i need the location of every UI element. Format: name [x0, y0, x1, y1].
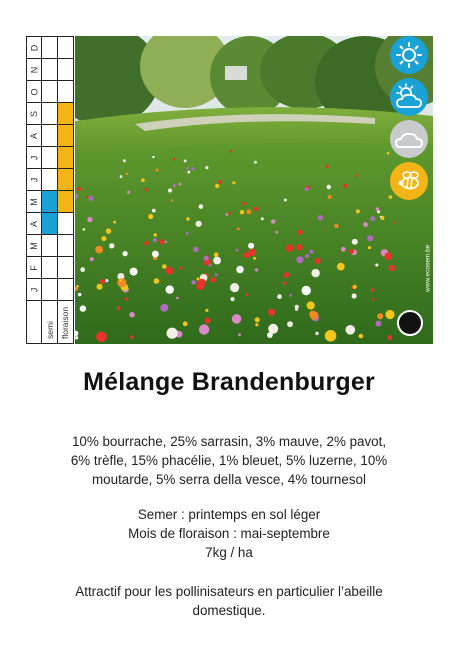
flower-dot: [165, 241, 167, 243]
semi-cell: [42, 59, 57, 80]
flower-dot: [152, 156, 154, 158]
flower-dot: [230, 297, 234, 301]
flower-dot: [183, 321, 188, 326]
website-url: www.ecosem.be: [424, 244, 431, 292]
flower-dot: [130, 335, 134, 339]
floraison-cell: [58, 279, 73, 300]
flower-dot: [105, 279, 108, 282]
flower-dot: [284, 272, 290, 278]
flower-dot: [191, 280, 196, 285]
semi-cell-filled: [42, 191, 57, 212]
legend-floraison: floraison: [60, 306, 71, 339]
flower-dot: [215, 184, 219, 188]
flower-dot: [117, 307, 121, 311]
calendar-row-sep: [27, 103, 73, 125]
calendar-row-dec: [27, 37, 73, 59]
flower-dot: [95, 246, 103, 254]
flower-dot: [302, 286, 311, 295]
flower-dot: [215, 273, 218, 276]
flower-dot: [205, 309, 208, 312]
flower-dot: [125, 298, 128, 301]
flower-dot: [78, 293, 81, 296]
month-label: M: [27, 191, 42, 212]
flower-dot: [254, 207, 258, 211]
flower-dot: [166, 267, 174, 275]
flower-dot: [370, 216, 375, 221]
flower-dot: [228, 212, 231, 215]
semi-cell: [42, 125, 57, 146]
flower-dot: [186, 232, 189, 235]
calendar-row-mar: [27, 235, 73, 257]
flower-dot: [236, 249, 239, 252]
flower-dot: [89, 196, 94, 201]
semi-cell-filled: [42, 213, 57, 234]
flower-dot: [117, 278, 126, 287]
composition-line: moutarde, 5% serra della vesce, 4% tournesol: [92, 472, 366, 487]
weather-icons: [387, 36, 431, 200]
flower-dot: [232, 181, 235, 184]
flower-dot: [243, 252, 249, 258]
flower-dot: [167, 328, 178, 339]
flower-dot: [255, 323, 258, 326]
flower-dot: [236, 266, 243, 273]
flower-dot: [152, 209, 156, 213]
flower-dot: [349, 249, 354, 254]
flower-dot: [248, 243, 254, 249]
calendar-row-apr: [27, 213, 73, 235]
floraison-cell: [58, 257, 73, 278]
floraison-cell-filled: [58, 125, 73, 146]
flower-dot: [199, 324, 209, 334]
flower-dot: [90, 257, 94, 261]
semi-cell: [42, 257, 57, 278]
flower-dot: [346, 325, 356, 335]
floraison-cell-filled: [58, 103, 73, 124]
flower-dot: [283, 282, 287, 286]
flower-dot: [205, 166, 208, 169]
composition-text: [40, 432, 418, 489]
flower-dot: [148, 214, 153, 219]
flower-dot: [77, 187, 81, 191]
flower-dot: [225, 213, 228, 216]
flower-dot: [213, 257, 221, 265]
month-label: N: [27, 59, 42, 80]
flower-dot: [168, 189, 172, 193]
cloud-icon: [390, 120, 428, 158]
flower-dot: [315, 332, 318, 335]
semi-cell: [42, 81, 57, 102]
flower-dot: [393, 221, 395, 223]
dosage-line: 7kg / ha: [205, 545, 253, 560]
flower-dot: [311, 269, 319, 277]
flower-dot: [171, 199, 173, 201]
flower-dot: [368, 246, 371, 249]
flower-dot: [352, 293, 357, 298]
flower-dot: [267, 332, 273, 338]
flower-dot: [119, 279, 122, 282]
flower-dot: [289, 294, 292, 297]
flower-dot: [385, 252, 393, 260]
month-label: F: [27, 257, 42, 278]
flower-dot: [160, 304, 168, 312]
flower-dot: [298, 230, 303, 235]
flower-dot: [100, 279, 105, 284]
flowering-line: Mois de floraison : mai-septembre: [128, 526, 330, 541]
flower-dot: [83, 228, 86, 231]
flower-dot: [253, 257, 256, 260]
flower-dot: [173, 158, 176, 161]
calendar-row-may: [27, 191, 73, 213]
month-label: A: [27, 213, 42, 234]
note-line: domestique.: [192, 603, 266, 618]
note-line: Attractif pour les pollinisateurs en particulier l’abeille: [75, 584, 383, 599]
flower-dot: [250, 249, 252, 251]
flower-dot: [356, 174, 359, 177]
flower-dot: [242, 202, 245, 205]
flower-dot: [127, 191, 130, 194]
floraison-cell-filled: [58, 191, 73, 212]
flower-dot: [179, 183, 182, 186]
flower-dot: [156, 169, 159, 172]
flower-dot: [80, 267, 85, 272]
flower-dot: [204, 256, 209, 261]
calendar-row-jun: [27, 169, 73, 191]
semi-cell: [42, 103, 57, 124]
flower-dot: [296, 256, 303, 263]
flower-dot: [179, 267, 182, 270]
flowering-calendar: [26, 36, 74, 344]
flower-dot: [193, 247, 198, 252]
calendar-row-oct: [27, 81, 73, 103]
flower-dot: [385, 310, 394, 319]
flower-dot: [334, 224, 338, 228]
flower-dot: [305, 254, 309, 258]
flower-dot: [389, 265, 395, 271]
flower-dot: [247, 209, 252, 214]
calendar-row-jul: [27, 147, 73, 169]
flower-dot: [80, 305, 86, 311]
month-label: S: [27, 103, 42, 124]
flower-dot: [343, 184, 347, 188]
floraison-cell: [58, 59, 73, 80]
month-label: O: [27, 81, 42, 102]
flower-dot: [186, 167, 189, 170]
flower-dot: [337, 263, 345, 271]
flower-dot: [232, 314, 242, 324]
flower-dot: [372, 298, 375, 301]
flower-dot: [275, 231, 278, 234]
flower-dot: [387, 335, 392, 340]
flower-dot: [166, 285, 174, 293]
floraison-cell-filled: [58, 147, 73, 168]
flower-dot: [295, 308, 298, 311]
flower-dot: [153, 233, 157, 237]
flower-dot: [187, 171, 190, 174]
flower-dot: [271, 219, 276, 224]
wildflower-meadow-photo: [75, 36, 433, 344]
page-title: Mélange Brandenburger: [83, 368, 375, 396]
flower-dot: [198, 279, 206, 287]
flower-dot: [144, 241, 148, 245]
month-label: A: [27, 125, 42, 146]
flower-dot: [327, 185, 331, 189]
month-label: J: [27, 147, 42, 168]
meadow-illustration: [75, 36, 433, 344]
flower-dot: [123, 159, 126, 162]
flower-dot: [154, 278, 160, 284]
semi-cell: [42, 147, 57, 168]
flower-dot: [173, 184, 176, 187]
flower-dot: [310, 311, 319, 320]
floraison-cell: [58, 37, 73, 58]
floraison-cell: [58, 81, 73, 102]
flower-dot: [192, 167, 195, 170]
flower-dot: [113, 221, 116, 224]
flower-dot: [376, 207, 380, 211]
flower-dot: [129, 312, 134, 317]
flower-dot: [106, 228, 111, 233]
semi-cell: [42, 279, 57, 300]
flower-dot: [305, 187, 309, 191]
flower-dot: [286, 244, 294, 252]
calendar-legend: [27, 301, 73, 343]
flower-dot: [277, 294, 282, 299]
sun-icon: [390, 36, 428, 74]
flower-dot: [296, 244, 302, 250]
calendar-row-feb: [27, 257, 73, 279]
flower-dot: [375, 321, 381, 327]
flower-dot: [284, 199, 287, 202]
flower-dot: [328, 195, 332, 199]
flower-dot: [356, 209, 360, 213]
flower-dot: [184, 160, 187, 163]
flower-dot: [230, 283, 239, 292]
month-label: J: [27, 279, 42, 300]
flower-dot: [120, 175, 123, 178]
flower-dot: [367, 235, 373, 241]
flower-dot: [248, 249, 255, 256]
floraison-cell: [58, 235, 73, 256]
flower-dot: [245, 293, 248, 296]
flower-dot: [86, 195, 89, 198]
flower-dot: [130, 268, 138, 276]
flower-dot: [325, 330, 337, 342]
pollinator-note: [40, 582, 418, 620]
calendar-row-jan: [27, 279, 73, 301]
sowing-line: Semer : printemps en sol léger: [137, 507, 321, 522]
flower-dot: [196, 221, 202, 227]
month-label: D: [27, 37, 42, 58]
flower-dot: [97, 284, 103, 290]
flower-dot: [101, 236, 106, 241]
flower-dot: [377, 313, 383, 319]
flower-dot: [75, 336, 78, 339]
flower-dot: [125, 173, 128, 176]
flower-dot: [255, 317, 260, 322]
composition-line: 6% trèfle, 15% phacélie, 1% bleuet, 5% luzerne, 10%: [70, 453, 388, 468]
flower-dot: [96, 332, 107, 343]
flower-dot: [352, 239, 358, 245]
flower-dot: [375, 264, 378, 267]
sun-cloud-icon: [390, 78, 428, 116]
brand-logo-icon: [397, 310, 423, 336]
flower-dot: [240, 210, 244, 214]
flower-dot: [237, 228, 240, 231]
composition-line: 10% bourrache, 25% sarrasin, 3% mauve, 2% pavot,: [71, 434, 387, 449]
flower-dot: [199, 204, 204, 209]
flower-dot: [159, 239, 164, 244]
legend-semi: semi: [42, 301, 57, 343]
flower-dot: [162, 264, 167, 269]
calendar-row-aug: [27, 125, 73, 147]
flower-dot: [380, 216, 384, 220]
semi-cell: [42, 37, 57, 58]
flower-dot: [261, 217, 264, 220]
flower-dot: [359, 334, 364, 339]
flower-dot: [325, 165, 328, 168]
flower-dot: [186, 217, 190, 221]
flower-dot: [238, 333, 241, 336]
flower-dot: [210, 277, 216, 283]
flower-dot: [145, 188, 148, 191]
month-label: M: [27, 235, 42, 256]
flower-dot: [153, 238, 157, 242]
flower-dot: [109, 243, 114, 248]
flower-dot: [254, 161, 257, 164]
flower-dot: [341, 247, 346, 252]
flower-dot: [268, 309, 275, 316]
flower-dot: [141, 178, 145, 182]
flower-dot: [318, 215, 324, 221]
flower-dot: [205, 318, 211, 324]
sowing-info: [40, 505, 418, 562]
flower-dot: [309, 250, 313, 254]
flower-dot: [87, 217, 92, 222]
flower-dot: [363, 222, 368, 227]
month-label: J: [27, 169, 42, 190]
flower-dot: [152, 251, 159, 258]
semi-cell: [42, 169, 57, 190]
floraison-cell: [58, 213, 73, 234]
semi-cell: [42, 235, 57, 256]
flower-dot: [123, 251, 128, 256]
flower-dot: [214, 252, 219, 257]
bee-icon: [390, 162, 428, 200]
flower-dot: [255, 268, 258, 271]
flower-dot: [176, 297, 179, 300]
flower-dot: [371, 288, 375, 292]
flower-dot: [353, 285, 357, 289]
flower-dot: [218, 180, 222, 184]
flower-dot: [315, 258, 321, 264]
flower-dot: [307, 301, 315, 309]
floraison-cell-filled: [58, 169, 73, 190]
flower-dot: [287, 321, 293, 327]
flower-dot: [230, 150, 233, 153]
calendar-row-nov: [27, 59, 73, 81]
legend-blank: [27, 301, 42, 343]
